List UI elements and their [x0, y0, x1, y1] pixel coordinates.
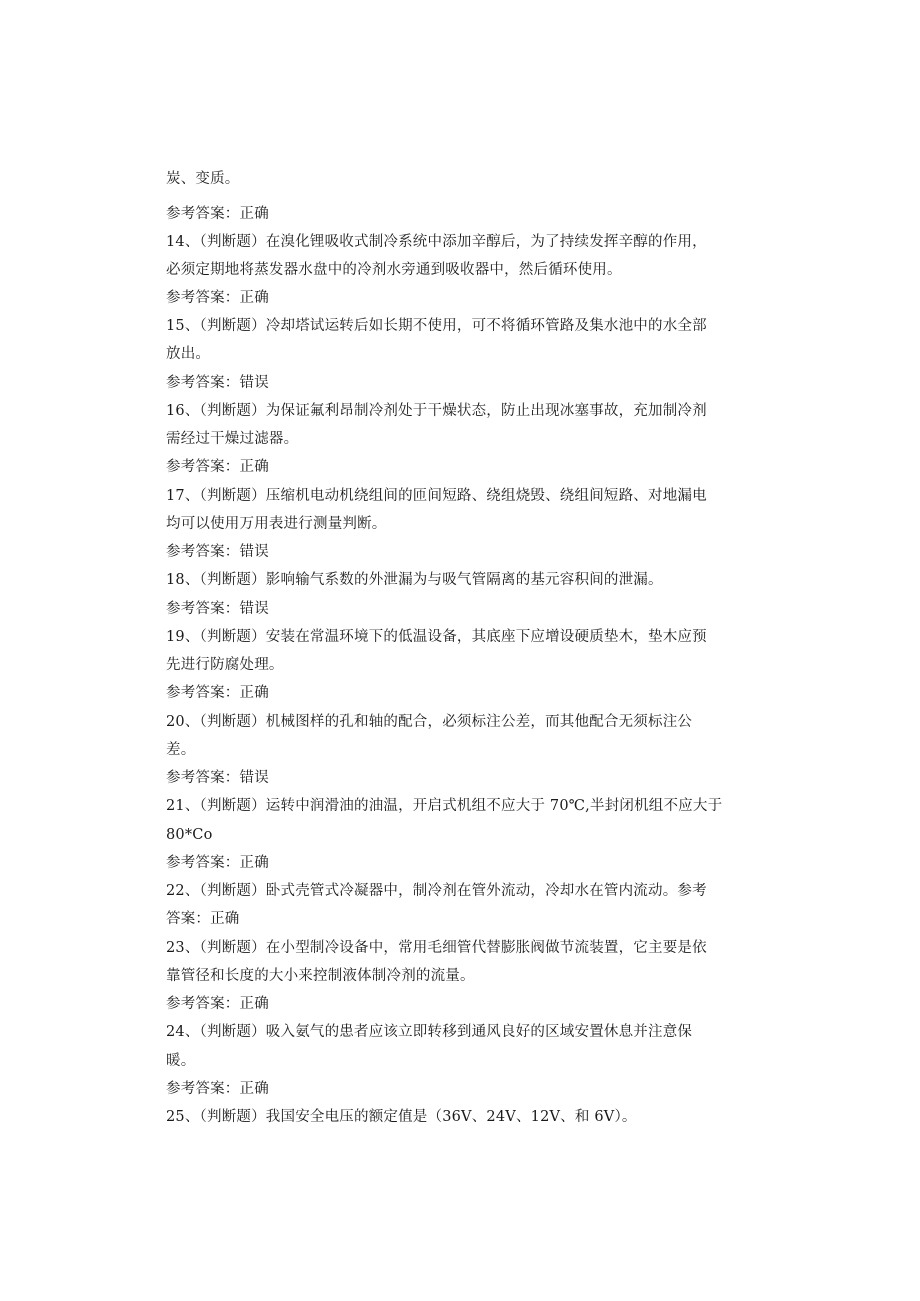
question-15: 15、（判断题）冷却塔试运转后如长期不使用，可不将循环管路及集水池中的水全部	[166, 318, 707, 334]
question-22: 22、（判断题）卧式壳管式冷凝器中，制冷剂在管外流动，冷却水在管内流动。参考	[166, 883, 707, 899]
question-17: 17、（判断题）压缩机电动机绕组间的匝间短路、绕组烧毁、绕组间短路、对地漏电	[166, 488, 707, 504]
question-14: 14、（判断题）在溴化锂吸收式制冷系统中添加辛醇后，为了持续发挥辛醇的作用，	[166, 234, 707, 250]
answer-line: 参考答案：正确	[166, 996, 269, 1012]
question-19: 19、（判断题）安装在常温环境下的低温设备，其底座下应增设硬质垫木，垫木应预	[166, 629, 707, 645]
answer-line: 参考答案：正确	[166, 459, 269, 475]
text-line: 答案：正确	[166, 911, 240, 927]
text-line: 放出。	[166, 346, 211, 362]
answer-line: 参考答案：错误	[166, 601, 269, 617]
question-18: 18、（判断题）影响输气系数的外泄漏为与吸气管隔离的基元容积间的泄漏。	[166, 572, 663, 588]
answer-line: 参考答案：正确	[166, 1081, 269, 1097]
text-line: 暖。	[166, 1053, 196, 1069]
question-23: 23、（判断题）在小型制冷设备中，常用毛细管代替膨胀阀做节流装置，它主要是依	[166, 940, 707, 956]
text-line: 先进行防腐处理。	[166, 657, 284, 673]
text-line: 必须定期地将蒸发器水盘中的冷剂水旁通到吸收器中，然后循环使用。	[166, 262, 622, 278]
answer-line: 参考答案：错误	[166, 375, 269, 391]
text-line: 80*Co	[166, 827, 213, 843]
answer-line: 参考答案：正确	[166, 855, 269, 871]
text-line: 差。	[166, 742, 196, 758]
question-24: 24、（判断题）吸入氨气的患者应该立即转移到通风良好的区域安置休息并注意保	[166, 1024, 693, 1040]
answer-line: 参考答案：错误	[166, 770, 269, 786]
question-25: 25、（判断题）我国安全电压的额定值是（36V、24V、12V、和 6V）。	[166, 1109, 637, 1125]
question-20: 20、（判断题）机械图样的孔和轴的配合，必须标注公差，而其他配合无须标注公	[166, 714, 693, 730]
answer-line: 参考答案：正确	[166, 290, 269, 306]
answer-line: 参考答案：正确	[166, 685, 269, 701]
question-16: 16、（判断题）为保证氟利昂制冷剂处于干燥状态，防止出现冰塞事故，充加制冷剂	[166, 403, 707, 419]
question-21: 21、（判断题）运转中润滑油的油温，开启式机组不应大于 70℃,半封闭机组不应大于	[166, 798, 723, 814]
answer-line: 参考答案：错误	[166, 544, 269, 560]
text-line: 均可以使用万用表进行测量判断。	[166, 516, 387, 532]
text-line: 靠管径和长度的大小来控制液体制冷剂的流量。	[166, 968, 475, 984]
answer-line: 参考答案：正确	[166, 206, 269, 222]
text-line: 炭、变质。	[166, 171, 240, 187]
text-line: 需经过干燥过滤器。	[166, 431, 299, 447]
